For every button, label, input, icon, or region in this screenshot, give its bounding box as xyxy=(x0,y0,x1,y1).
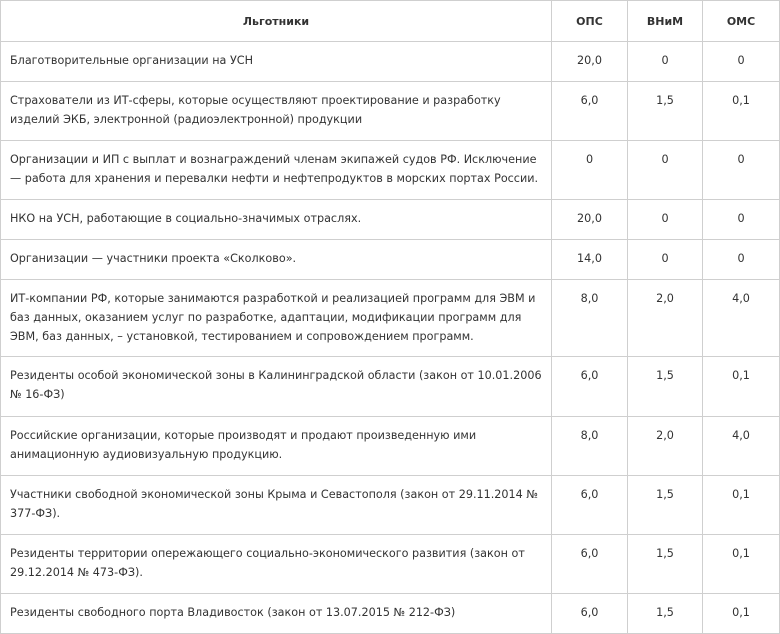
table-row xyxy=(1,42,780,82)
cell-ops: 20,0 xyxy=(552,42,628,82)
cell-vnim: 2,0 xyxy=(628,417,703,476)
cell-beneficiary: Страхователи из ИТ-сферы, которые осуществляют проектирование и разработку изделий ЭКБ, электронной (радиоэлектронной) продукции xyxy=(1,82,552,141)
table-row xyxy=(1,141,780,200)
cell-vnim: 1,5 xyxy=(628,357,703,417)
cell-vnim: 0 xyxy=(628,42,703,82)
header-beneficiary: Льготники xyxy=(1,1,552,42)
cell-ops: 6,0 xyxy=(552,594,628,634)
cell-ops: 20,0 xyxy=(552,200,628,240)
cell-beneficiary: Резиденты свободного порта Владивосток (закон от 13.07.2015 № 212-ФЗ) xyxy=(1,594,552,634)
header-vnim: ВНиМ xyxy=(628,1,703,42)
cell-beneficiary: НКО на УСН, работающие в социально-значимых отраслях. xyxy=(1,200,552,240)
cell-ops: 8,0 xyxy=(552,280,628,357)
header-ops: ОПС xyxy=(552,1,628,42)
table-row xyxy=(1,476,780,535)
cell-oms: 0,1 xyxy=(703,476,780,535)
cell-oms: 4,0 xyxy=(703,417,780,476)
cell-beneficiary: Участники свободной экономической зоны Крыма и Севастополя (закон от 29.11.2014 № 377-ФЗ). xyxy=(1,476,552,535)
cell-oms: 0 xyxy=(703,240,780,280)
header-oms: ОМС xyxy=(703,1,780,42)
cell-oms: 0 xyxy=(703,141,780,200)
cell-ops: 6,0 xyxy=(552,82,628,141)
cell-vnim: 1,5 xyxy=(628,535,703,594)
cell-ops: 6,0 xyxy=(552,535,628,594)
cell-ops: 14,0 xyxy=(552,240,628,280)
table-row xyxy=(1,200,780,240)
cell-oms: 0 xyxy=(703,200,780,240)
cell-beneficiary: Организации и ИП с выплат и вознаграждений членам экипажей судов РФ. Исключение — работа для хранения и перевалки нефти и нефтепродуктов в морских портах России. xyxy=(1,141,552,200)
table-header-row xyxy=(1,1,780,42)
table-row xyxy=(1,535,780,594)
cell-vnim: 2,0 xyxy=(628,280,703,357)
table-row xyxy=(1,280,780,357)
cell-oms: 0,1 xyxy=(703,594,780,634)
cell-beneficiary: Резиденты территории опережающего социально-экономического развития (закон от 29.12.2014 № 473-ФЗ). xyxy=(1,535,552,594)
table-row xyxy=(1,357,780,417)
cell-beneficiary: Организации — участники проекта «Сколково». xyxy=(1,240,552,280)
table-row xyxy=(1,240,780,280)
table-row xyxy=(1,417,780,476)
cell-ops: 6,0 xyxy=(552,476,628,535)
table-row xyxy=(1,594,780,634)
cell-vnim: 1,5 xyxy=(628,82,703,141)
cell-vnim: 1,5 xyxy=(628,594,703,634)
cell-ops: 0 xyxy=(552,141,628,200)
cell-beneficiary: ИТ-компании РФ, которые занимаются разработкой и реализацией программ для ЭВМ и баз данных, оказанием услуг по разработке, адаптации, модификации программ для ЭВМ, баз данных, – установкой, тестированием и сопровождением программ. xyxy=(1,280,552,357)
cell-beneficiary: Резиденты особой экономической зоны в Калининградской области (закон от 10.01.2006 № 16-ФЗ) xyxy=(1,357,552,417)
cell-beneficiary: Благотворительные организации на УСН xyxy=(1,42,552,82)
cell-oms: 4,0 xyxy=(703,280,780,357)
cell-vnim: 0 xyxy=(628,240,703,280)
cell-vnim: 0 xyxy=(628,200,703,240)
cell-oms: 0,1 xyxy=(703,357,780,417)
cell-oms: 0 xyxy=(703,42,780,82)
cell-ops: 8,0 xyxy=(552,417,628,476)
cell-vnim: 0 xyxy=(628,141,703,200)
cell-vnim: 1,5 xyxy=(628,476,703,535)
cell-oms: 0,1 xyxy=(703,82,780,141)
table-row xyxy=(1,82,780,141)
cell-oms: 0,1 xyxy=(703,535,780,594)
cell-beneficiary: Российские организации, которые производят и продают произведенную ими анимационную аудиовизуальную продукцию. xyxy=(1,417,552,476)
cell-ops: 6,0 xyxy=(552,357,628,417)
